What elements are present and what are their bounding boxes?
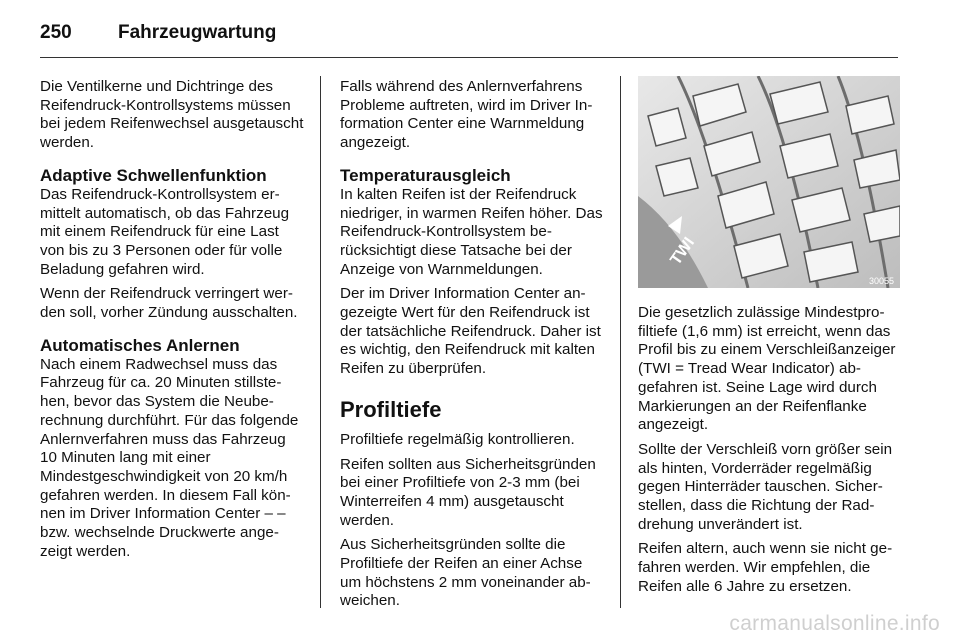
column-right xyxy=(638,304,902,603)
tire-tread-figure xyxy=(638,76,900,288)
temperature-paragraph-2: Der im Driver Information Center angezeigte Wert für den Reifendruck ist der tatsächliche Reifendruck. Daher ist es wichtig, den Reifendruck mit kalten Reifen zu überprüfen. xyxy=(340,285,601,378)
adaptive-threshold-paragraph-2: Wenn der Reifendruck verringert werden soll, vorher Zündung ausschalten. xyxy=(40,285,298,322)
page-number: 250 xyxy=(40,22,72,43)
intro-paragraph: Die Ventilkerne und Dichtringe des Reifendruck-Kontrollsystems müssen bei jedem Reifenwechsel ausgetauscht werden. xyxy=(40,78,304,152)
tread-depth-paragraph-1: Profiltiefe regelmäßig kontrollieren. xyxy=(340,430,575,448)
wear-rotation-paragraph: Sollte der Verschleiß vorn größer sein als hinten, Vorderräder regelmäßig gegen Hinterräder tauschen. Sicherstellen, dass die Richtung der Raddrehung unverändert ist. xyxy=(638,440,893,533)
section-heading-adaptive-threshold: Adaptive Schwellenfunktion xyxy=(40,165,267,185)
watermark: carmanualsonline.info xyxy=(729,612,940,635)
figure-number: 30055 xyxy=(868,276,894,286)
header-divider xyxy=(40,57,898,58)
column-left xyxy=(40,78,304,567)
chapter-title: Fahrzeugwartung xyxy=(118,22,277,43)
tire-tread-illustration xyxy=(638,76,900,288)
tire-aging-paragraph: Reifen altern, auch wenn sie nicht gefahren werden. Wir empfehlen, die Reifen alle 6 Jahre zu ersetzen. xyxy=(638,540,893,595)
learning-problem-paragraph: Falls während des Anlernverfahrens Probleme auftreten, wird im Driver Information Center eine Warnmeldung angezeigt. xyxy=(340,78,593,152)
auto-learning-paragraph: Nach einem Radwechsel muss das Fahrzeug für ca. 20 Minuten stillstehen, bevor das System die Neuberechnung durchführt. Für das folgende Anlernverfahren muss das Fahrzeug 10 Minuten lang mit einer Mindestgeschwindigkeit von 20 km/h gefahren werden. In diesem Fall können im Driver Information Center – – bzw. wechselnde Druckwerte angezeigt werden. xyxy=(40,355,299,560)
twi-paragraph: Die gesetzlich zulässige Mindestprofiltiefe (1,6 mm) ist erreicht, wenn das Profil bis zu einem Verschleißanzeiger (TWI = Tread Wear Indicator) abgefahren ist. Seine Lage wird durch Markierungen an der Reifenflanke angezeigt. xyxy=(638,304,896,434)
adaptive-threshold-paragraph-1: Das Reifendruck-Kontrollsystem ermittelt automatisch, ob das Fahrzeug mit einem Reifendruck für eine Last von bis zu 3 Personen oder für volle Beladung gefahren wird. xyxy=(40,185,290,278)
column-divider-1 xyxy=(320,76,321,608)
tread-depth-paragraph-2: Reifen sollten aus Sicherheitsgründen bei einer Profiltiefe von 2-3 mm (bei Winterreifen 4 mm) ausgetauscht werden. xyxy=(340,455,596,529)
section-heading-auto-learning: Automatisches Anlernen xyxy=(40,335,240,355)
tread-depth-paragraph-3: Aus Sicherheitsgründen sollte die Profiltiefe der Reifen an einer Achse um höchstens 2 mm voneinander abweichen. xyxy=(340,536,591,610)
column-middle xyxy=(340,78,606,617)
column-divider-2 xyxy=(620,76,621,608)
page-header xyxy=(40,20,276,46)
section-heading-temperature: Temperaturausgleich xyxy=(340,165,511,185)
temperature-paragraph-1: In kalten Reifen ist der Reifendruck niedriger, in warmen Reifen höher. Das Reifendruck-Kontrollsystem berücksichtigt diese Tatsache bei der Anzeige von Warnmeldungen. xyxy=(340,185,603,278)
twi-label: TWI xyxy=(667,234,699,269)
main-heading-tread-depth: Profiltiefe xyxy=(340,396,442,422)
